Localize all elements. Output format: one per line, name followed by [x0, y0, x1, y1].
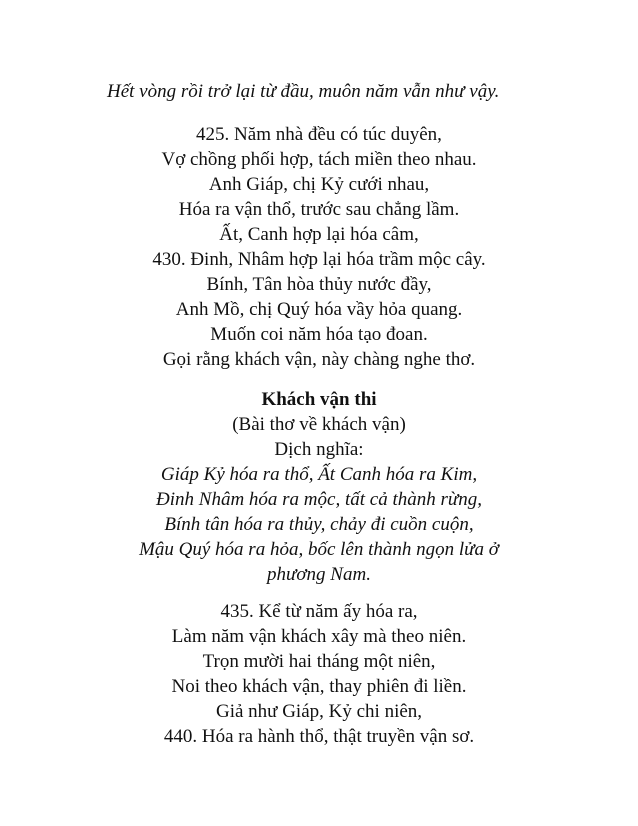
verse-line: Noi theo khách vận, thay phiên đi liền. [171, 676, 467, 697]
verse-line: Giả như Giáp, Kỷ chi niên, [215, 701, 423, 722]
verse-line: Làm năm vận khách xây mà theo niên. [171, 626, 467, 647]
translation-line: Giáp Kỷ hóa ra thổ, Ất Canh hóa ra Kim, [160, 464, 478, 485]
poem-title: Khách vận thi [261, 389, 377, 410]
poem-subtitle: (Bài thơ về khách vận) [232, 414, 406, 435]
translation-line: Mậu Quý hóa ra hỏa, bốc lên thành ngọn lửa ở [139, 539, 499, 560]
verse-line: Bính, Tân hòa thủy nước đầy, [206, 274, 432, 295]
verse-line: Anh Mồ, chị Quý hóa vầy hỏa quang. [175, 299, 463, 320]
translation-label: Dịch nghĩa: [274, 439, 364, 460]
verse-line: Muốn coi năm hóa tạo đoan. [210, 324, 428, 345]
verse-line: Vợ chồng phối hợp, tách miền theo nhau. [161, 149, 477, 170]
verse-line: 425. Năm nhà đều có túc duyên, [196, 124, 442, 145]
verse-line: Hóa ra vận thổ, trước sau chẳng lầm. [178, 199, 460, 220]
verse-line: 430. Đinh, Nhâm hợp lại hóa trầm mộc cây. [152, 249, 486, 270]
verse-line: Ất, Canh hợp lại hóa câm, [219, 224, 419, 245]
translation-line: Bính tân hóa ra thủy, chảy đi cuồn cuộn, [164, 514, 474, 535]
verse-line: Trọn mười hai tháng một niên, [202, 651, 436, 672]
verse-line: 440. Hóa ra hành thổ, thật truyền vận sơ. [163, 726, 475, 747]
translation-line: Đinh Nhâm hóa ra mộc, tất cả thành rừng, [156, 489, 482, 510]
intro-line: Hết vòng rồi trở lại từ đầu, muôn năm vẫn như vậy. [107, 81, 500, 102]
verse-line: Anh Giáp, chị Kỷ cưới nhau, [208, 174, 430, 195]
translation-line: phương Nam. [267, 564, 371, 585]
verse-line: Gọi rằng khách vận, này chàng nghe thơ. [162, 349, 476, 370]
verse-line: 435. Kể từ năm ấy hóa ra, [220, 601, 418, 622]
